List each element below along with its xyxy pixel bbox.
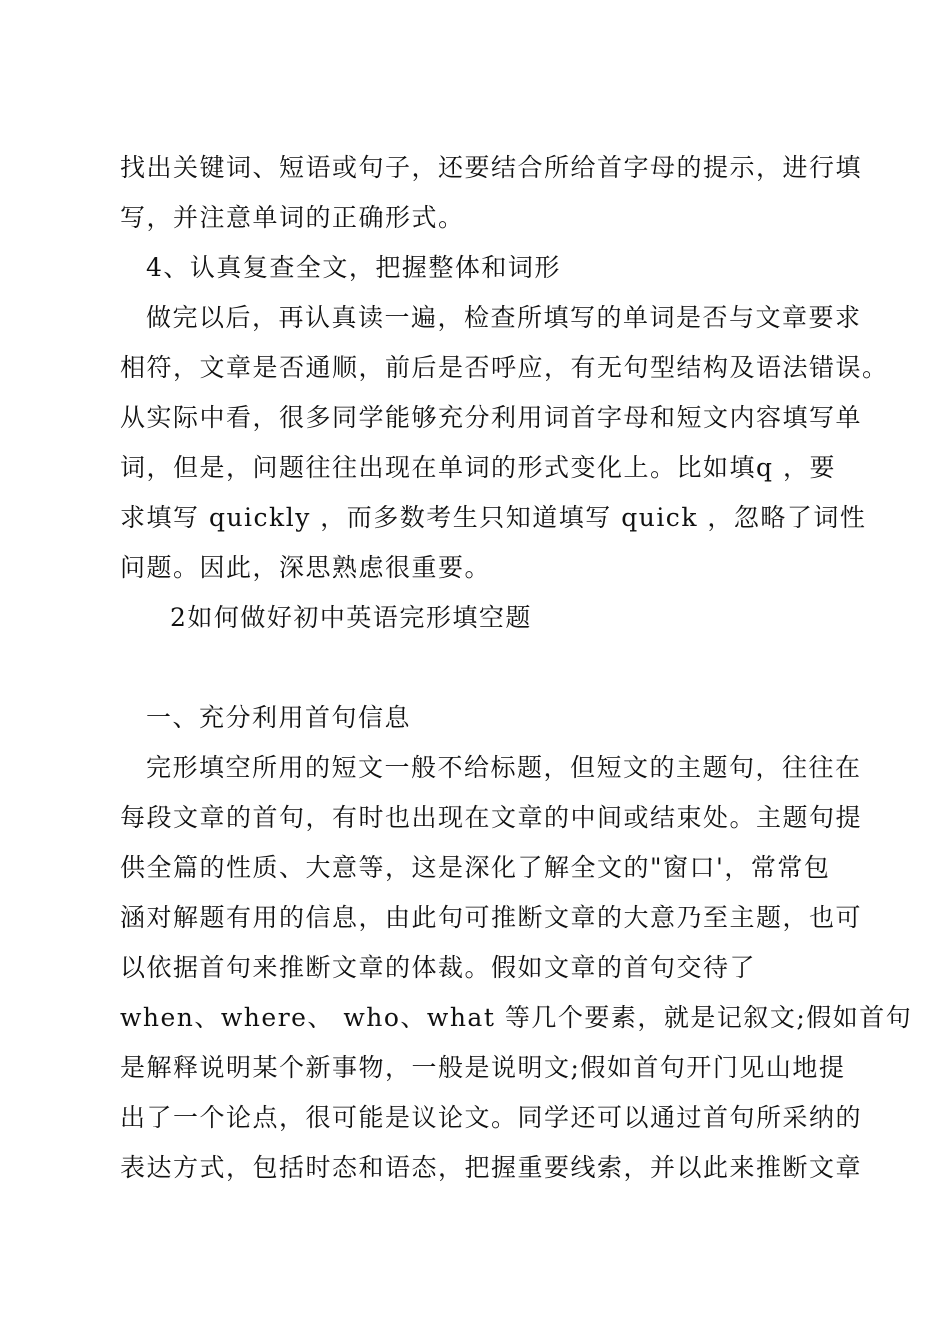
text-line: 词，但是，问题往往出现在单词的形式变化上。比如填q ，要 — [120, 453, 836, 482]
text-line: 出了一个论点，很可能是议论文。同学还可以通过首句所采纳的 — [120, 1103, 863, 1132]
text-line: 表达方式，包括时态和语态，把握重要线索，并以此来推断文章 — [120, 1153, 863, 1182]
text-line: 找出关键词、短语或句子，还要结合所给首字母的提示，进行填 — [120, 153, 863, 182]
article-title: 2如何做好初中英语完形填空题 — [170, 603, 532, 632]
section-heading: 一、充分利用首句信息 — [146, 703, 412, 732]
text-line: 以依据首句来推断文章的体裁。假如文章的首句交待了 — [120, 953, 757, 982]
text-line: 相符，文章是否通顺，前后是否呼应，有无句型结构及语法错误。 — [120, 353, 889, 382]
text-line: 涵对解题有用的信息，由此句可推断文章的大意乃至主题，也可 — [120, 903, 863, 932]
text-line: 每段文章的首句，有时也出现在文章的中间或结束处。主题句提 — [120, 803, 863, 832]
text-line: 是解释说明某个新事物，一般是说明文;假如首句开门见山地提 — [120, 1053, 846, 1082]
text-line: 求填写 quickly ，而多数考生只知道填写 quick ，忽略了词性 — [120, 503, 867, 532]
text-line: 供全篇的性质、大意等，这是深化了解全文的"窗口'，常常包 — [120, 853, 831, 882]
text-line: 做完以后，再认真读一遍，检查所填写的单词是否与文章要求 — [146, 303, 862, 332]
text-line: 问题。因此，深思熟虑很重要。 — [120, 553, 492, 582]
text-line: 从实际中看，很多同学能够充分利用词首字母和短文内容填写单 — [120, 403, 863, 432]
text-line: 完形填空所用的短文一般不给标题，但短文的主题句，往往在 — [146, 753, 862, 782]
text-line: 写，并注意单词的正确形式。 — [120, 203, 465, 232]
text-line: when、where、 who、what 等几个要素，就是记叙文;假如首句 — [120, 1003, 913, 1032]
section-heading: 4、认真复查全文，把握整体和词形 — [146, 253, 561, 282]
